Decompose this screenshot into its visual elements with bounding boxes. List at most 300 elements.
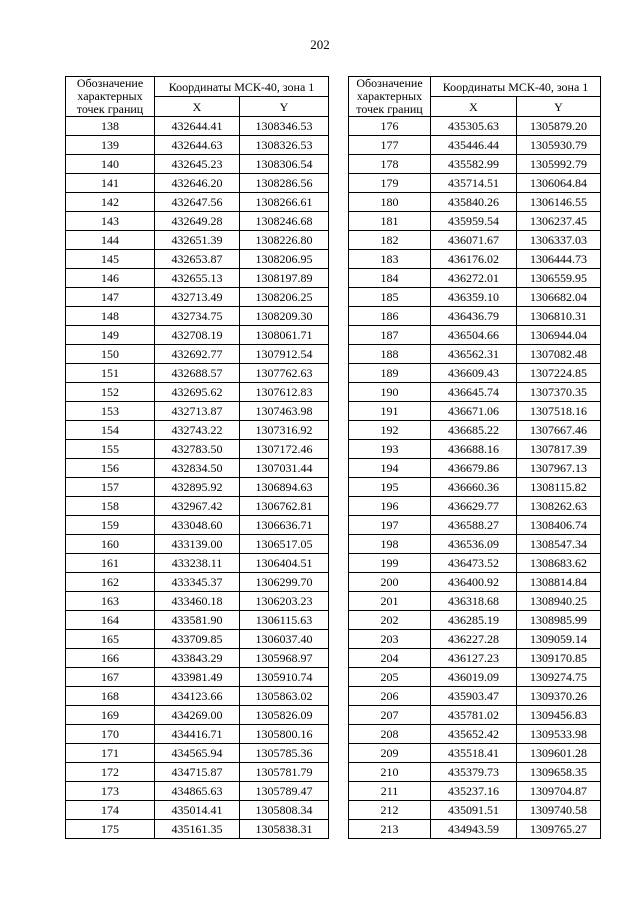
point-id-cell: 206 <box>349 687 431 706</box>
point-id-cell: 173 <box>66 782 155 801</box>
table-row <box>66 630 329 649</box>
point-id-cell: 199 <box>349 554 431 573</box>
table-row <box>349 193 601 212</box>
y-coordinate-cell: 1309704.87 <box>517 782 601 801</box>
y-column-header: Y <box>517 97 601 117</box>
point-id-cell: 169 <box>66 706 155 725</box>
coordinates-table-left <box>65 76 329 839</box>
point-id-cell: 203 <box>349 630 431 649</box>
table-row <box>349 592 601 611</box>
y-coordinate-cell: 1306115.63 <box>240 611 329 630</box>
x-coordinate-cell: 436127.23 <box>431 649 517 668</box>
point-id-cell: 188 <box>349 345 431 364</box>
coordinates-group-header: Координаты МСК-40, зона 1 <box>431 77 601 97</box>
table-row <box>349 421 601 440</box>
y-coordinate-cell: 1306203.23 <box>240 592 329 611</box>
table-row <box>66 706 329 725</box>
x-coordinate-cell: 432783.50 <box>155 440 240 459</box>
y-coordinate-cell: 1306762.81 <box>240 497 329 516</box>
x-coordinate-cell: 432695.62 <box>155 383 240 402</box>
table-row <box>349 459 601 478</box>
point-id-cell: 184 <box>349 269 431 288</box>
table-row <box>349 174 601 193</box>
point-id-cell: 151 <box>66 364 155 383</box>
x-coordinate-cell: 436227.28 <box>431 630 517 649</box>
table-row <box>66 117 329 136</box>
y-coordinate-cell: 1305781.79 <box>240 763 329 782</box>
y-coordinate-cell: 1306146.55 <box>517 193 601 212</box>
table-row <box>349 706 601 725</box>
table-row <box>349 573 601 592</box>
table-row <box>66 649 329 668</box>
y-coordinate-cell: 1307370.35 <box>517 383 601 402</box>
x-coordinate-cell: 435582.99 <box>431 155 517 174</box>
y-coordinate-cell: 1308814.84 <box>517 573 601 592</box>
x-coordinate-cell: 436671.06 <box>431 402 517 421</box>
point-id-cell: 190 <box>349 383 431 402</box>
x-coordinate-cell: 432708.19 <box>155 326 240 345</box>
table-row <box>349 402 601 421</box>
x-coordinate-cell: 435959.54 <box>431 212 517 231</box>
x-coordinate-cell: 432644.63 <box>155 136 240 155</box>
point-id-cell: 161 <box>66 554 155 573</box>
table-row <box>66 687 329 706</box>
x-coordinate-cell: 433139.00 <box>155 535 240 554</box>
x-coordinate-cell: 436688.16 <box>431 440 517 459</box>
x-coordinate-cell: 436588.27 <box>431 516 517 535</box>
table-row <box>349 250 601 269</box>
y-coordinate-cell: 1306237.45 <box>517 212 601 231</box>
y-coordinate-cell: 1305808.34 <box>240 801 329 820</box>
table-row <box>349 763 601 782</box>
y-coordinate-cell: 1309456.83 <box>517 706 601 725</box>
x-coordinate-cell: 432653.87 <box>155 250 240 269</box>
point-id-cell: 192 <box>349 421 431 440</box>
point-id-cell: 196 <box>349 497 431 516</box>
y-coordinate-cell: 1306299.70 <box>240 573 329 592</box>
x-coordinate-cell: 433709.85 <box>155 630 240 649</box>
table-row <box>66 421 329 440</box>
table-row <box>349 155 601 174</box>
point-id-cell: 204 <box>349 649 431 668</box>
point-id-cell: 166 <box>66 649 155 668</box>
x-coordinate-cell: 433345.37 <box>155 573 240 592</box>
table-row <box>66 174 329 193</box>
y-coordinate-cell: 1307518.16 <box>517 402 601 421</box>
point-id-cell: 146 <box>66 269 155 288</box>
y-coordinate-cell: 1306517.05 <box>240 535 329 554</box>
x-coordinate-cell: 436400.92 <box>431 573 517 592</box>
point-id-cell: 149 <box>66 326 155 345</box>
x-coordinate-cell: 432688.57 <box>155 364 240 383</box>
point-id-cell: 185 <box>349 288 431 307</box>
point-id-cell: 148 <box>66 307 155 326</box>
x-coordinate-cell: 435446.44 <box>431 136 517 155</box>
y-coordinate-cell: 1309601.28 <box>517 744 601 763</box>
x-coordinate-cell: 436473.52 <box>431 554 517 573</box>
y-coordinate-cell: 1305789.47 <box>240 782 329 801</box>
point-id-cell: 170 <box>66 725 155 744</box>
table-row <box>66 231 329 250</box>
point-id-cell: 182 <box>349 231 431 250</box>
x-coordinate-cell: 433238.11 <box>155 554 240 573</box>
x-coordinate-cell: 432895.92 <box>155 478 240 497</box>
y-coordinate-cell: 1306810.31 <box>517 307 601 326</box>
point-id-cell: 175 <box>66 820 155 839</box>
table-row <box>66 611 329 630</box>
x-coordinate-cell: 435840.26 <box>431 193 517 212</box>
y-coordinate-cell: 1306037.40 <box>240 630 329 649</box>
y-coordinate-cell: 1308940.25 <box>517 592 601 611</box>
table-row <box>66 402 329 421</box>
x-coordinate-cell: 432713.49 <box>155 288 240 307</box>
x-coordinate-cell: 434865.63 <box>155 782 240 801</box>
x-coordinate-cell: 433460.18 <box>155 592 240 611</box>
y-coordinate-cell: 1307667.46 <box>517 421 601 440</box>
y-coordinate-cell: 1308346.53 <box>240 117 329 136</box>
table-row <box>349 345 601 364</box>
point-id-cell: 180 <box>349 193 431 212</box>
y-coordinate-cell: 1306337.03 <box>517 231 601 250</box>
y-coordinate-cell: 1305863.02 <box>240 687 329 706</box>
point-id-cell: 202 <box>349 611 431 630</box>
point-id-cell: 171 <box>66 744 155 763</box>
table-row <box>66 554 329 573</box>
point-id-cell: 208 <box>349 725 431 744</box>
point-id-cell: 159 <box>66 516 155 535</box>
table-row <box>349 231 601 250</box>
y-coordinate-cell: 1308683.62 <box>517 554 601 573</box>
point-id-cell: 176 <box>349 117 431 136</box>
y-coordinate-cell: 1308306.54 <box>240 155 329 174</box>
table-row <box>66 782 329 801</box>
table-row <box>66 573 329 592</box>
y-coordinate-cell: 1307316.92 <box>240 421 329 440</box>
table-row <box>349 725 601 744</box>
x-coordinate-cell: 435903.47 <box>431 687 517 706</box>
table-row <box>66 288 329 307</box>
point-id-cell: 154 <box>66 421 155 440</box>
table-row <box>349 117 601 136</box>
y-coordinate-cell: 1308406.74 <box>517 516 601 535</box>
point-id-cell: 158 <box>66 497 155 516</box>
y-coordinate-cell: 1309170.85 <box>517 649 601 668</box>
y-coordinate-cell: 1307912.54 <box>240 345 329 364</box>
y-coordinate-cell: 1308246.68 <box>240 212 329 231</box>
point-id-cell: 200 <box>349 573 431 592</box>
table-row <box>349 744 601 763</box>
x-coordinate-cell: 435237.16 <box>431 782 517 801</box>
x-coordinate-cell: 432649.28 <box>155 212 240 231</box>
point-id-cell: 147 <box>66 288 155 307</box>
x-coordinate-cell: 435305.63 <box>431 117 517 136</box>
x-coordinate-cell: 434565.94 <box>155 744 240 763</box>
x-column-header: X <box>155 97 240 117</box>
y-coordinate-cell: 1306682.04 <box>517 288 601 307</box>
x-coordinate-cell: 433981.49 <box>155 668 240 687</box>
x-column-header: X <box>431 97 517 117</box>
table-row <box>349 611 601 630</box>
point-id-cell: 212 <box>349 801 431 820</box>
point-id-cell: 160 <box>66 535 155 554</box>
y-coordinate-cell: 1309274.75 <box>517 668 601 687</box>
x-coordinate-cell: 436272.01 <box>431 269 517 288</box>
x-coordinate-cell: 436609.43 <box>431 364 517 383</box>
point-id-cell: 211 <box>349 782 431 801</box>
point-id-cell: 138 <box>66 117 155 136</box>
table-row <box>66 801 329 820</box>
x-coordinate-cell: 436536.09 <box>431 535 517 554</box>
y-coordinate-cell: 1306944.04 <box>517 326 601 345</box>
x-coordinate-cell: 435014.41 <box>155 801 240 820</box>
table-row <box>66 193 329 212</box>
page-number: 202 <box>310 37 330 52</box>
point-id-cell: 198 <box>349 535 431 554</box>
y-coordinate-cell: 1307082.48 <box>517 345 601 364</box>
table-row <box>349 212 601 231</box>
table-row <box>349 136 601 155</box>
y-coordinate-cell: 1306404.51 <box>240 554 329 573</box>
y-coordinate-cell: 1308286.56 <box>240 174 329 193</box>
point-id-cell: 141 <box>66 174 155 193</box>
point-id-cell: 163 <box>66 592 155 611</box>
point-id-cell: 186 <box>349 307 431 326</box>
point-id-cell: 189 <box>349 364 431 383</box>
table-row <box>66 345 329 364</box>
point-id-cell: 145 <box>66 250 155 269</box>
y-coordinate-cell: 1307612.83 <box>240 383 329 402</box>
table-row <box>349 554 601 573</box>
point-id-cell: 162 <box>66 573 155 592</box>
y-coordinate-cell: 1308326.53 <box>240 136 329 155</box>
x-coordinate-cell: 432651.39 <box>155 231 240 250</box>
table-row <box>349 326 601 345</box>
y-coordinate-cell: 1306064.84 <box>517 174 601 193</box>
y-coordinate-cell: 1309740.58 <box>517 801 601 820</box>
table-body <box>349 117 601 839</box>
y-coordinate-cell: 1309533.98 <box>517 725 601 744</box>
point-id-cell: 143 <box>66 212 155 231</box>
x-coordinate-cell: 436176.02 <box>431 250 517 269</box>
y-coordinate-cell: 1308266.61 <box>240 193 329 212</box>
coordinates-table-right <box>348 76 601 839</box>
y-coordinate-cell: 1306636.71 <box>240 516 329 535</box>
y-coordinate-cell: 1308547.34 <box>517 535 601 554</box>
y-coordinate-cell: 1309658.35 <box>517 763 601 782</box>
table-row <box>349 782 601 801</box>
x-coordinate-cell: 435518.41 <box>431 744 517 763</box>
x-coordinate-cell: 432655.13 <box>155 269 240 288</box>
point-id-cell: 193 <box>349 440 431 459</box>
point-id-cell: 187 <box>349 326 431 345</box>
point-id-cell: 181 <box>349 212 431 231</box>
y-coordinate-cell: 1305930.79 <box>517 136 601 155</box>
y-coordinate-cell: 1308115.82 <box>517 478 601 497</box>
x-coordinate-cell: 432967.42 <box>155 497 240 516</box>
x-coordinate-cell: 436685.22 <box>431 421 517 440</box>
table-row <box>66 136 329 155</box>
x-coordinate-cell: 434416.71 <box>155 725 240 744</box>
table-row <box>349 440 601 459</box>
y-coordinate-cell: 1306559.95 <box>517 269 601 288</box>
table-row <box>349 478 601 497</box>
point-id-cell: 152 <box>66 383 155 402</box>
table-row <box>349 269 601 288</box>
x-coordinate-cell: 435091.51 <box>431 801 517 820</box>
x-coordinate-cell: 435714.51 <box>431 174 517 193</box>
table-row <box>349 364 601 383</box>
point-id-cell: 213 <box>349 820 431 839</box>
x-coordinate-cell: 432644.41 <box>155 117 240 136</box>
point-id-cell: 155 <box>66 440 155 459</box>
table-row <box>349 820 601 839</box>
x-coordinate-cell: 435379.73 <box>431 763 517 782</box>
x-coordinate-cell: 432834.50 <box>155 459 240 478</box>
y-coordinate-cell: 1307172.46 <box>240 440 329 459</box>
y-coordinate-cell: 1308206.25 <box>240 288 329 307</box>
x-coordinate-cell: 433581.90 <box>155 611 240 630</box>
point-id-cell: 165 <box>66 630 155 649</box>
x-coordinate-cell: 434943.59 <box>431 820 517 839</box>
point-id-cell: 197 <box>349 516 431 535</box>
y-coordinate-cell: 1309059.14 <box>517 630 601 649</box>
table-row <box>349 668 601 687</box>
point-id-cell: 140 <box>66 155 155 174</box>
x-coordinate-cell: 436660.36 <box>431 478 517 497</box>
table-row <box>349 630 601 649</box>
point-id-cell: 142 <box>66 193 155 212</box>
table-row <box>66 440 329 459</box>
table-row <box>66 269 329 288</box>
y-coordinate-cell: 1307817.39 <box>517 440 601 459</box>
table-row <box>349 649 601 668</box>
y-coordinate-cell: 1305879.20 <box>517 117 601 136</box>
point-id-cell: 201 <box>349 592 431 611</box>
point-id-cell: 178 <box>349 155 431 174</box>
x-coordinate-cell: 435161.35 <box>155 820 240 839</box>
table-row <box>66 516 329 535</box>
y-coordinate-cell: 1306894.63 <box>240 478 329 497</box>
point-id-cell: 172 <box>66 763 155 782</box>
table-row <box>66 592 329 611</box>
y-coordinate-cell: 1308197.89 <box>240 269 329 288</box>
point-label-header: Обозначение характерных точек границ <box>66 77 155 117</box>
x-coordinate-cell: 435781.02 <box>431 706 517 725</box>
y-coordinate-cell: 1307224.85 <box>517 364 601 383</box>
y-coordinate-cell: 1307031.44 <box>240 459 329 478</box>
x-coordinate-cell: 436562.31 <box>431 345 517 364</box>
table-row <box>66 383 329 402</box>
table-row <box>66 326 329 345</box>
point-id-cell: 183 <box>349 250 431 269</box>
y-coordinate-cell: 1307967.13 <box>517 459 601 478</box>
x-coordinate-cell: 432713.87 <box>155 402 240 421</box>
x-coordinate-cell: 436629.77 <box>431 497 517 516</box>
x-coordinate-cell: 436679.86 <box>431 459 517 478</box>
point-id-cell: 164 <box>66 611 155 630</box>
point-id-cell: 191 <box>349 402 431 421</box>
point-id-cell: 168 <box>66 687 155 706</box>
x-coordinate-cell: 435652.42 <box>431 725 517 744</box>
x-coordinate-cell: 432645.23 <box>155 155 240 174</box>
point-id-cell: 207 <box>349 706 431 725</box>
y-coordinate-cell: 1305838.31 <box>240 820 329 839</box>
table-row <box>349 687 601 706</box>
table-row <box>349 307 601 326</box>
table-row <box>66 725 329 744</box>
x-coordinate-cell: 436436.79 <box>431 307 517 326</box>
x-coordinate-cell: 432743.22 <box>155 421 240 440</box>
y-coordinate-cell: 1305826.09 <box>240 706 329 725</box>
table-row <box>349 383 601 402</box>
x-coordinate-cell: 436285.19 <box>431 611 517 630</box>
y-coordinate-cell: 1308061.71 <box>240 326 329 345</box>
table-row <box>66 668 329 687</box>
point-id-cell: 153 <box>66 402 155 421</box>
x-coordinate-cell: 436318.68 <box>431 592 517 611</box>
table-row <box>349 535 601 554</box>
y-coordinate-cell: 1308226.80 <box>240 231 329 250</box>
y-coordinate-cell: 1305910.74 <box>240 668 329 687</box>
y-coordinate-cell: 1308206.95 <box>240 250 329 269</box>
y-coordinate-cell: 1307463.98 <box>240 402 329 421</box>
x-coordinate-cell: 432692.77 <box>155 345 240 364</box>
table-row <box>66 212 329 231</box>
y-coordinate-cell: 1308985.99 <box>517 611 601 630</box>
table-body <box>66 117 329 839</box>
x-coordinate-cell: 432734.75 <box>155 307 240 326</box>
coordinates-group-header: Координаты МСК-40, зона 1 <box>155 77 329 97</box>
table-row <box>66 250 329 269</box>
table-row <box>349 497 601 516</box>
y-coordinate-cell: 1307762.63 <box>240 364 329 383</box>
point-id-cell: 144 <box>66 231 155 250</box>
table-row <box>349 801 601 820</box>
y-coordinate-cell: 1309370.26 <box>517 687 601 706</box>
y-coordinate-cell: 1308209.30 <box>240 307 329 326</box>
x-coordinate-cell: 436504.66 <box>431 326 517 345</box>
y-coordinate-cell: 1305992.79 <box>517 155 601 174</box>
y-coordinate-cell: 1306444.73 <box>517 250 601 269</box>
table-row <box>66 155 329 174</box>
x-coordinate-cell: 436019.09 <box>431 668 517 687</box>
point-id-cell: 167 <box>66 668 155 687</box>
point-id-cell: 205 <box>349 668 431 687</box>
point-id-cell: 174 <box>66 801 155 820</box>
x-coordinate-cell: 436645.74 <box>431 383 517 402</box>
point-id-cell: 209 <box>349 744 431 763</box>
point-id-cell: 195 <box>349 478 431 497</box>
table-row <box>66 364 329 383</box>
table-row <box>66 820 329 839</box>
y-column-header: Y <box>240 97 329 117</box>
point-id-cell: 177 <box>349 136 431 155</box>
x-coordinate-cell: 432647.56 <box>155 193 240 212</box>
point-id-cell: 157 <box>66 478 155 497</box>
x-coordinate-cell: 433843.29 <box>155 649 240 668</box>
y-coordinate-cell: 1305968.97 <box>240 649 329 668</box>
table-row <box>66 478 329 497</box>
y-coordinate-cell: 1305800.16 <box>240 725 329 744</box>
table-row <box>66 459 329 478</box>
table-row <box>349 288 601 307</box>
x-coordinate-cell: 434715.87 <box>155 763 240 782</box>
table-row <box>66 497 329 516</box>
table-row <box>66 307 329 326</box>
x-coordinate-cell: 434269.00 <box>155 706 240 725</box>
point-id-cell: 194 <box>349 459 431 478</box>
point-id-cell: 179 <box>349 174 431 193</box>
